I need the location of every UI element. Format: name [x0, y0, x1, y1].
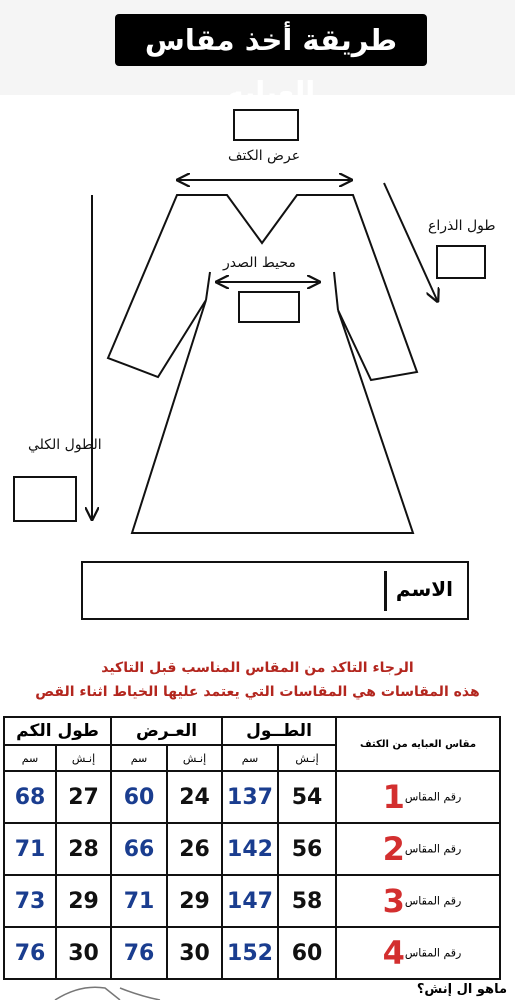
size-label-text: رقم المقاس [404, 790, 462, 804]
unit-inch: إنـش [167, 745, 222, 771]
abaya-outline [108, 195, 417, 533]
size-table [3, 716, 501, 980]
note-line-1: الرجاء التاكد من المقاس المناسب قبل التاكيد [101, 660, 414, 676]
page-title: طريقة أخذ مقاس العبايه [144, 23, 398, 109]
sleeve-inch-cell: 30 [56, 927, 111, 979]
sleeve-cm-cell: 71 [4, 823, 56, 875]
length-cm-cell: 137 [222, 771, 278, 823]
sleeve-cm-cell: 76 [4, 927, 56, 979]
name-label: الاسم [395, 577, 453, 601]
header-sleeve: طول الكم [4, 717, 111, 745]
sleeve-length-label: طول الذراع [428, 218, 496, 234]
unit-inch: إنـش [278, 745, 336, 771]
sleeve-cm-cell: 73 [4, 875, 56, 927]
length-cm-cell: 142 [222, 823, 278, 875]
length-inch-cell: 54 [278, 771, 336, 823]
size-label-text: رقم المقاس [404, 946, 462, 960]
size-number: 3 [382, 882, 405, 920]
unit-cm: سم [111, 745, 167, 771]
size-number: 4 [382, 934, 405, 972]
width-inch-cell: 29 [167, 875, 222, 927]
total-length-label: الطول الكلي [28, 437, 102, 453]
width-cm-cell: 60 [111, 771, 167, 823]
chest-box[interactable] [238, 291, 300, 323]
size-label-text: رقم المقاس [404, 894, 462, 908]
table-row [4, 823, 500, 875]
sleeve-inch-cell: 29 [56, 875, 111, 927]
width-inch-cell: 26 [167, 823, 222, 875]
table-row [4, 875, 500, 927]
size-label-cell [336, 771, 500, 823]
width-cm-cell: 71 [111, 875, 167, 927]
sleeve-arrow [384, 183, 437, 300]
sleeve-inch-cell: 27 [56, 771, 111, 823]
sleeve-length-box[interactable] [436, 245, 486, 279]
header-length: الطــول [222, 717, 336, 745]
header-side: مقاس العبايه من الكتف [336, 717, 500, 771]
width-cm-cell: 76 [111, 927, 167, 979]
name-cursor [384, 571, 387, 611]
size-number: 2 [382, 830, 405, 868]
sleeve-inch-cell: 28 [56, 823, 111, 875]
table-header-row [4, 717, 500, 745]
unit-cm: سم [4, 745, 56, 771]
width-cm-cell: 66 [111, 823, 167, 875]
chest-label: محيط الصدر [223, 255, 296, 271]
size-label-cell [336, 875, 500, 927]
total-length-box[interactable] [13, 476, 77, 522]
inch-question: ماهو ال إنش؟ [416, 982, 507, 997]
length-inch-cell: 56 [278, 823, 336, 875]
header-width: العـرض [111, 717, 222, 745]
table-row [4, 771, 500, 823]
length-cm-cell: 147 [222, 875, 278, 927]
size-label-cell [336, 823, 500, 875]
note-line-2: هذه المقاسات هي المقاسات التي يعتمد عليها الخياط اثناء القص [35, 684, 480, 700]
width-inch-cell: 30 [167, 927, 222, 979]
length-cm-cell: 152 [222, 927, 278, 979]
length-inch-cell: 60 [278, 927, 336, 979]
name-field[interactable] [81, 561, 469, 620]
shoulder-width-label: عرض الكتف [228, 148, 301, 164]
size-label-text: رقم المقاس [404, 842, 462, 856]
shoulder-width-box[interactable] [233, 109, 299, 141]
size-number: 1 [382, 778, 405, 816]
length-inch-cell: 58 [278, 875, 336, 927]
sleeve-cm-cell: 68 [4, 771, 56, 823]
width-inch-cell: 24 [167, 771, 222, 823]
unit-cm: سم [222, 745, 278, 771]
unit-inch: إنـش [56, 745, 111, 771]
